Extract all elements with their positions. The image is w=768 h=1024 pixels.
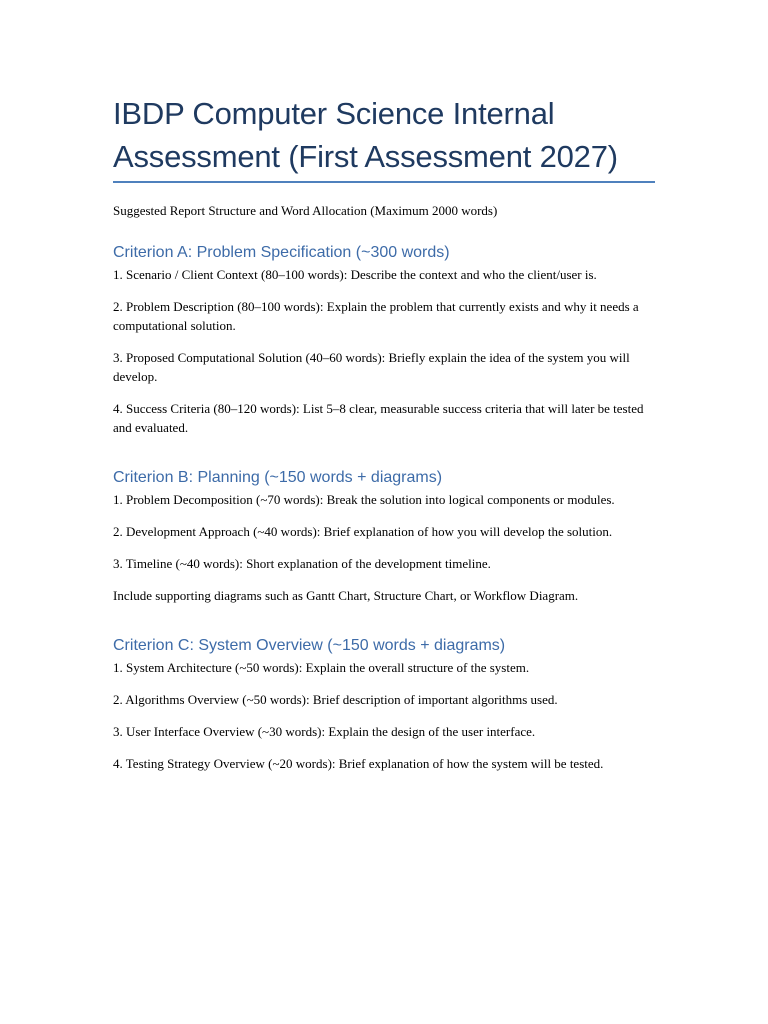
section-criterion-c <box>113 635 655 773</box>
paragraph: 2. Development Approach (~40 words): Brief explanation of how you will develop the solution. <box>113 524 613 539</box>
paragraph: 3. User Interface Overview (~30 words): Explain the design of the user interface. <box>113 724 536 739</box>
paragraph: 2. Problem Description (80–100 words): Explain the problem that currently exists and why it needs a computational solution. <box>113 299 639 333</box>
paragraph: 1. Problem Decomposition (~70 words): Break the solution into logical components or modules. <box>113 492 615 507</box>
paragraph: Include supporting diagrams such as Gantt Chart, Structure Chart, or Workflow Diagram. <box>113 588 579 603</box>
section-criterion-a <box>113 242 655 437</box>
document-subtitle: Suggested Report Structure and Word Allocation (Maximum 2000 words) <box>113 203 498 218</box>
section-heading: Criterion A: Problem Specification (~300 words) <box>113 244 450 261</box>
document-page <box>113 92 655 786</box>
title-divider <box>113 181 655 183</box>
paragraph: 2. Algorithms Overview (~50 words): Brief description of important algorithms used. <box>113 692 558 707</box>
paragraph: 3. Timeline (~40 words): Short explanation of the development timeline. <box>113 556 491 571</box>
paragraph: 3. Proposed Computational Solution (40–60 words): Briefly explain the idea of the system you will develop. <box>113 350 630 384</box>
section-heading: Criterion B: Planning (~150 words + diagrams) <box>113 469 443 486</box>
section-criterion-b <box>113 467 655 605</box>
paragraph: 1. System Architecture (~50 words): Explain the overall structure of the system. <box>113 660 530 675</box>
paragraph: 4. Testing Strategy Overview (~20 words): Brief explanation of how the system will be tested. <box>113 756 604 771</box>
paragraph: 4. Success Criteria (80–120 words): List 5–8 clear, measurable success criteria that will later be tested and evaluated. <box>113 401 644 435</box>
section-heading: Criterion C: System Overview (~150 words + diagrams) <box>113 637 506 654</box>
paragraph: 1. Scenario / Client Context (80–100 words): Describe the context and who the client/user is. <box>113 267 597 282</box>
document-title: IBDP Computer Science Internal Assessment (First Assessment 2027) <box>113 96 618 174</box>
